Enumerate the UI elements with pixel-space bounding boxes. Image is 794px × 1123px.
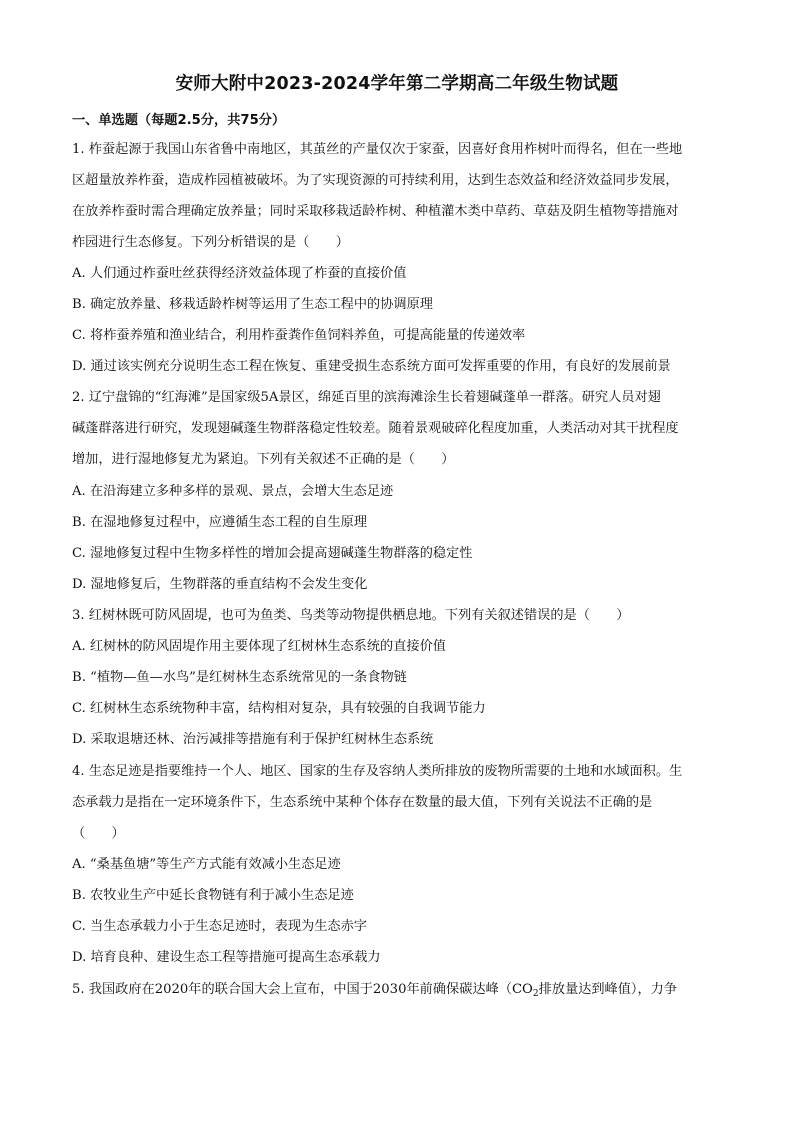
question-3-option-d: D. 采取退塘还林、治污减排等措施有利于保护红树林生态系统	[72, 732, 434, 747]
question-4-line-3: （ ）	[72, 826, 125, 841]
question-3-option-c: C. 红树林生态系统物种丰富，结构相对复杂，具有较强的自我调节能力	[72, 701, 486, 716]
question-3-option-a: A. 红树林的防风固堤作用主要体现了红树林生态系统的直接价值	[72, 639, 446, 654]
question-4-option-d: D. 培育良种、建设生态工程等措施可提高生态承载力	[72, 950, 381, 965]
question-5-line-1	[72, 981, 677, 1000]
section-heading: 一、单选题（每题2.5分，共75分）	[72, 113, 286, 128]
question-1-line-3: 在放养柞蚕时需合理确定放养量；同时采取移栽适龄柞树、种植灌木类中草药、草菇及阴生植物等措施对	[72, 204, 679, 219]
question-2-line-1: 2. 辽宁盘锦的“红海滩”是国家级5A景区，绵延百里的滨海滩涂生长着翅碱蓬单一群落。研究人员对翅	[72, 390, 661, 405]
question-1-option-a: A. 人们通过柞蚕吐丝获得经济效益体现了柞蚕的直接价值	[72, 266, 407, 281]
page-title: 安师大附中2023-2024学年第二学期高二年级生物试题	[175, 74, 619, 94]
question-2-line-3: 增加，进行湿地修复尤为紧迫。下列有关叙述不正确的是（ ）	[72, 452, 455, 467]
question-4-line-1: 4. 生态足迹是指要维持一个人、地区、国家的生存及容纳人类所排放的废物所需要的土地和水域面积。生	[72, 764, 683, 779]
question-2-line-2: 碱蓬群落进行研究，发现翅碱蓬生物群落稳定性较差。随着景观破碎化程度加重，人类活动对其干扰程度	[72, 421, 679, 436]
question-4-line-2: 态承载力是指在一定环境条件下，生态系统中某种个体存在数量的最大值，下列有关说法不正确的是	[72, 795, 653, 810]
question-2-option-d: D. 湿地修复后，生物群落的垂直结构不会发生变化	[72, 577, 368, 592]
question-1-option-c: C. 将柞蚕养殖和渔业结合，利用柞蚕粪作鱼饲料养鱼，可提高能量的传递效率	[72, 328, 526, 343]
question-2-option-a: A. 在沿海建立多种多样的景观、景点，会增大生态足迹	[72, 484, 394, 499]
question-1-line-4: 柞园进行生态修复。下列分析错误的是（ ）	[72, 235, 349, 250]
question-3-line-1: 3. 红树林既可防风固堤，也可为鱼类、鸟类等动物提供栖息地。下列有关叙述错误的是（ ）	[72, 608, 630, 623]
question-2-option-c: C. 湿地修复过程中生物多样性的增加会提高翅碱蓬生物群落的稳定性	[72, 546, 473, 561]
question-1-option-b: B. 确定放养量、移栽适龄柞树等运用了生态工程中的协调原理	[72, 297, 433, 312]
question-5-text-start: 5. 我国政府在2020年的联合国大会上宣布，中国于2030年前确保碳达峰（CO	[72, 982, 533, 997]
question-4-option-b: B. 农牧业生产中延长食物链有利于减小生态足迹	[72, 888, 354, 903]
question-2-option-b: B. 在湿地修复过程中，应遵循生态工程的自生原理	[72, 515, 368, 530]
question-5-text-end: 排放量达到峰值），力争	[538, 982, 678, 997]
question-1-line-1: 1. 柞蚕起源于我国山东省鲁中南地区，其茧丝的产量仅次于家蚕，因喜好食用柞树叶而得名，但在一些地	[72, 142, 683, 157]
question-1-line-2: 区超量放养柞蚕，造成柞园植被破坏。为了实现资源的可持续利用，达到生态效益和经济效益同步发展，	[72, 173, 679, 188]
question-1-option-d: D. 通过该实例充分说明生态工程在恢复、重建受损生态系统方面可发挥重要的作用，有良好的发展前景	[72, 359, 671, 374]
question-4-option-c: C. 当生态承载力小于生态足迹时，表现为生态赤字	[72, 919, 367, 934]
question-3-option-b: B. “植物—鱼—水鸟”是红树林生态系统常见的一条食物链	[72, 670, 407, 685]
question-4-option-a: A. “桑基鱼塘”等生产方式能有效减小生态足迹	[72, 857, 341, 872]
co2-subscript: 2	[532, 989, 539, 999]
